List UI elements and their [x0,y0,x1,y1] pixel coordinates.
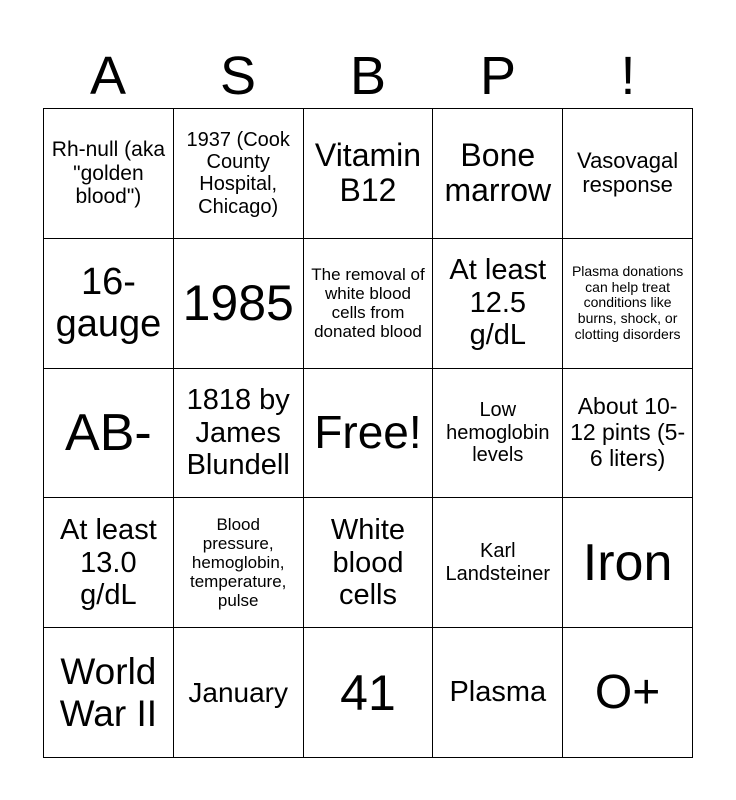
bingo-cell[interactable]: Plasma [433,628,563,758]
header-letter-5: ! [620,46,636,106]
bingo-cell[interactable]: 41 [304,628,434,758]
bingo-cell[interactable]: 1818 by James Blundell [174,369,304,499]
header-letter-2: S [219,46,257,106]
bingo-cell[interactable]: At least 13.0 g/dL [44,498,174,628]
bingo-cell[interactable]: White blood cells [304,498,434,628]
bingo-cell[interactable]: 16-gauge [44,239,174,369]
bingo-cell[interactable]: Plasma donations can help treat conditions like burns, shock, or clotting disorders [563,239,693,369]
header-letter-1: A [89,46,127,106]
header-letter-3: B [349,46,387,106]
bingo-cell[interactable]: Vitamin B12 [304,109,434,239]
bingo-cell[interactable]: Karl Landsteiner [433,498,563,628]
bingo-cell[interactable]: Low hemoglobin levels [433,369,563,499]
header-letter-4: P [479,46,517,106]
bingo-header [43,46,693,106]
bingo-cell[interactable]: About 10-12 pints (5-6 liters) [563,369,693,499]
bingo-cell[interactable]: Free! [304,369,434,499]
bingo-cell[interactable]: The removal of white blood cells from donated blood [304,239,434,369]
bingo-cell[interactable]: At least 12.5 g/dL [433,239,563,369]
bingo-cell[interactable]: Iron [563,498,693,628]
bingo-cell[interactable]: World War II [44,628,174,758]
bingo-cell[interactable]: Rh-null (aka "golden blood") [44,109,174,239]
bingo-cell[interactable]: 1937 (Cook County Hospital, Chicago) [174,109,304,239]
bingo-cell[interactable]: Bone marrow [433,109,563,239]
bingo-cell[interactable]: January [174,628,304,758]
bingo-cell[interactable]: Vasovagal response [563,109,693,239]
bingo-cell[interactable]: O+ [563,628,693,758]
bingo-cell[interactable]: Blood pressure, hemoglobin, temperature, pulse [174,498,304,628]
bingo-cell[interactable]: AB- [44,369,174,499]
bingo-grid [43,108,693,758]
bingo-cell[interactable]: 1985 [174,239,304,369]
